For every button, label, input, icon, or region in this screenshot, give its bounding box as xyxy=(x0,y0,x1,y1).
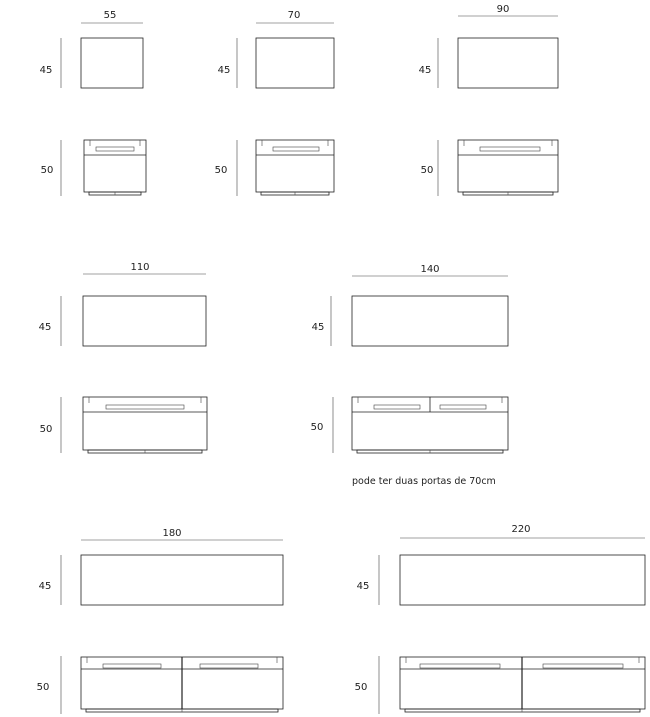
depth-dimension xyxy=(39,555,61,605)
height-dimension xyxy=(421,140,438,196)
depth-label: 45 xyxy=(38,322,52,333)
height-label: 50 xyxy=(354,682,368,693)
width-dimension xyxy=(256,10,334,23)
width-dimension xyxy=(352,264,508,276)
module-70 xyxy=(215,10,334,196)
width-label: 220 xyxy=(511,524,531,535)
front-view xyxy=(458,140,558,195)
height-dimension xyxy=(41,140,61,196)
width-dimension xyxy=(81,528,283,540)
depth-dimension xyxy=(40,38,61,88)
top-view xyxy=(256,38,334,88)
front-view xyxy=(83,397,207,453)
module-180 xyxy=(37,528,283,714)
module-90 xyxy=(419,4,558,196)
depth-dimension xyxy=(39,296,61,346)
depth-label: 45 xyxy=(311,322,325,333)
depth-label: 45 xyxy=(418,65,432,76)
height-dimension xyxy=(311,397,333,453)
width-dimension xyxy=(81,10,143,23)
top-view xyxy=(83,296,206,346)
depth-dimension xyxy=(312,296,331,346)
height-label: 50 xyxy=(214,165,228,176)
front-view xyxy=(400,657,645,712)
depth-dimension xyxy=(218,38,237,88)
height-dimension xyxy=(37,656,61,714)
width-label: 110 xyxy=(130,262,150,273)
height-dimension xyxy=(40,397,61,453)
height-label: 50 xyxy=(310,422,324,433)
height-dimension xyxy=(215,140,237,196)
height-label: 50 xyxy=(420,165,434,176)
width-label: 140 xyxy=(420,264,440,275)
height-label: 50 xyxy=(40,165,54,176)
module-220 xyxy=(355,524,645,714)
width-label: 180 xyxy=(162,528,182,539)
width-dimension xyxy=(458,4,558,16)
height-label: 50 xyxy=(36,682,50,693)
width-dimension xyxy=(83,262,206,274)
door-option-note: pode ter duas portas de 70cm xyxy=(352,476,496,487)
top-view xyxy=(81,555,283,605)
width-label: 55 xyxy=(103,10,117,21)
width-label: 70 xyxy=(287,10,301,21)
height-dimension xyxy=(355,656,379,714)
depth-label: 45 xyxy=(356,581,370,592)
width-dimension xyxy=(400,524,645,538)
height-label: 50 xyxy=(39,424,53,435)
depth-label: 45 xyxy=(38,581,52,592)
front-view xyxy=(352,397,508,453)
front-view xyxy=(256,140,334,195)
top-view xyxy=(400,555,645,605)
front-view xyxy=(81,657,283,712)
front-view xyxy=(84,140,146,195)
depth-dimension xyxy=(419,38,438,88)
width-label: 90 xyxy=(496,4,510,15)
depth-label: 45 xyxy=(217,65,231,76)
depth-label: 45 xyxy=(39,65,53,76)
module-55 xyxy=(40,10,146,196)
top-view xyxy=(458,38,558,88)
top-view xyxy=(352,296,508,346)
module-110 xyxy=(39,262,207,453)
top-view xyxy=(81,38,143,88)
module-140 xyxy=(311,264,508,453)
depth-dimension xyxy=(357,555,379,605)
